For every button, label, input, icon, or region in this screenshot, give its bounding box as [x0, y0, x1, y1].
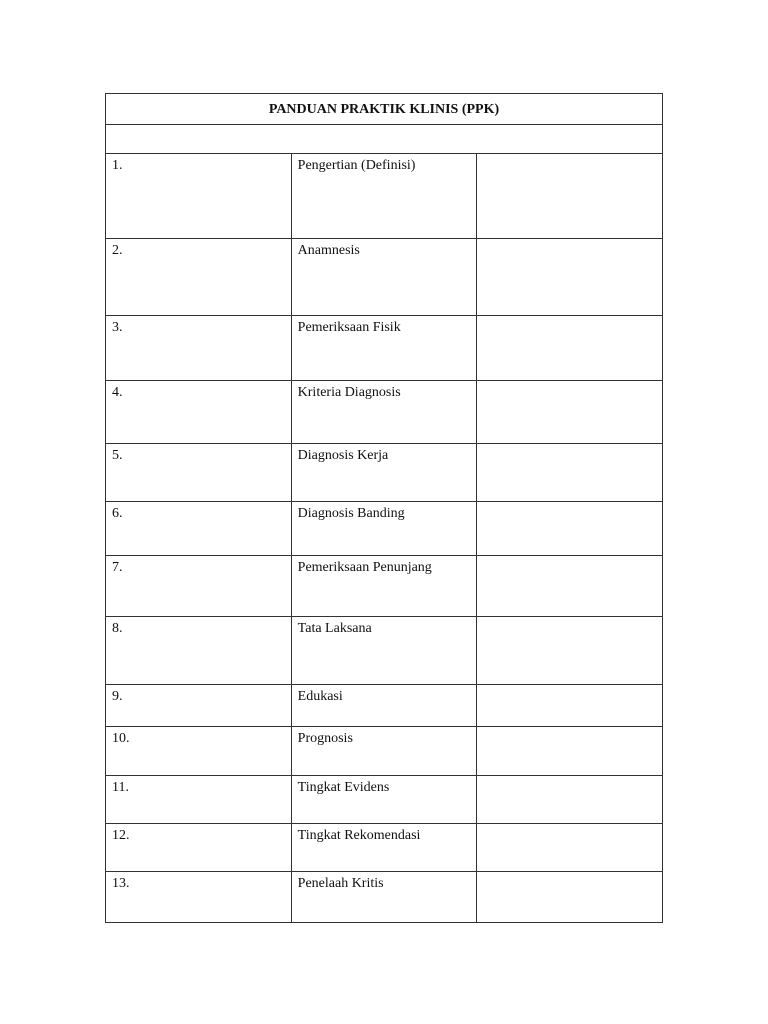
table-row — [106, 381, 663, 444]
row-value — [477, 556, 663, 617]
row-value — [477, 824, 663, 872]
row-label: Penelaah Kritis — [291, 872, 477, 923]
table-row — [106, 502, 663, 556]
row-label: Tata Laksana — [291, 617, 477, 685]
title-row — [106, 94, 663, 125]
row-value — [477, 685, 663, 727]
row-number: 13. — [106, 872, 292, 923]
row-number: 11. — [106, 776, 292, 824]
title-cell — [106, 94, 663, 125]
table-row — [106, 872, 663, 923]
row-label: Prognosis — [291, 727, 477, 776]
row-value — [477, 727, 663, 776]
table-row — [106, 776, 663, 824]
row-value — [477, 154, 663, 239]
row-number: 3. — [106, 316, 292, 381]
row-value — [477, 239, 663, 316]
row-number: 2. — [106, 239, 292, 316]
blank-cell — [106, 125, 663, 154]
row-label: Edukasi — [291, 685, 477, 727]
table-row — [106, 316, 663, 381]
row-number: 12. — [106, 824, 292, 872]
ppk-table — [105, 93, 663, 923]
table-row — [106, 444, 663, 502]
row-number: 4. — [106, 381, 292, 444]
table-row — [106, 154, 663, 239]
table-row — [106, 556, 663, 617]
row-number: 9. — [106, 685, 292, 727]
row-value — [477, 316, 663, 381]
row-label: Diagnosis Kerja — [291, 444, 477, 502]
document-title: PANDUAN PRAKTIK KLINIS (PPK) — [268, 102, 500, 117]
row-number: 8. — [106, 617, 292, 685]
row-number: 1. — [106, 154, 292, 239]
row-value — [477, 502, 663, 556]
table-row — [106, 239, 663, 316]
table-row — [106, 727, 663, 776]
row-label: Pemeriksaan Penunjang — [291, 556, 477, 617]
blank-row — [106, 125, 663, 154]
row-label: Tingkat Evidens — [291, 776, 477, 824]
row-label: Tingkat Rekomendasi — [291, 824, 477, 872]
ppk-table-body — [106, 94, 663, 923]
row-value — [477, 444, 663, 502]
row-number: 7. — [106, 556, 292, 617]
row-value — [477, 776, 663, 824]
row-value — [477, 872, 663, 923]
row-number: 10. — [106, 727, 292, 776]
row-value — [477, 381, 663, 444]
row-label: Pemeriksaan Fisik — [291, 316, 477, 381]
row-label: Kriteria Diagnosis — [291, 381, 477, 444]
row-label: Pengertian (Definisi) — [291, 154, 477, 239]
row-label: Anamnesis — [291, 239, 477, 316]
table-row — [106, 824, 663, 872]
table-row — [106, 617, 663, 685]
row-label: Diagnosis Banding — [291, 502, 477, 556]
row-number: 5. — [106, 444, 292, 502]
row-value — [477, 617, 663, 685]
table-row — [106, 685, 663, 727]
row-number: 6. — [106, 502, 292, 556]
